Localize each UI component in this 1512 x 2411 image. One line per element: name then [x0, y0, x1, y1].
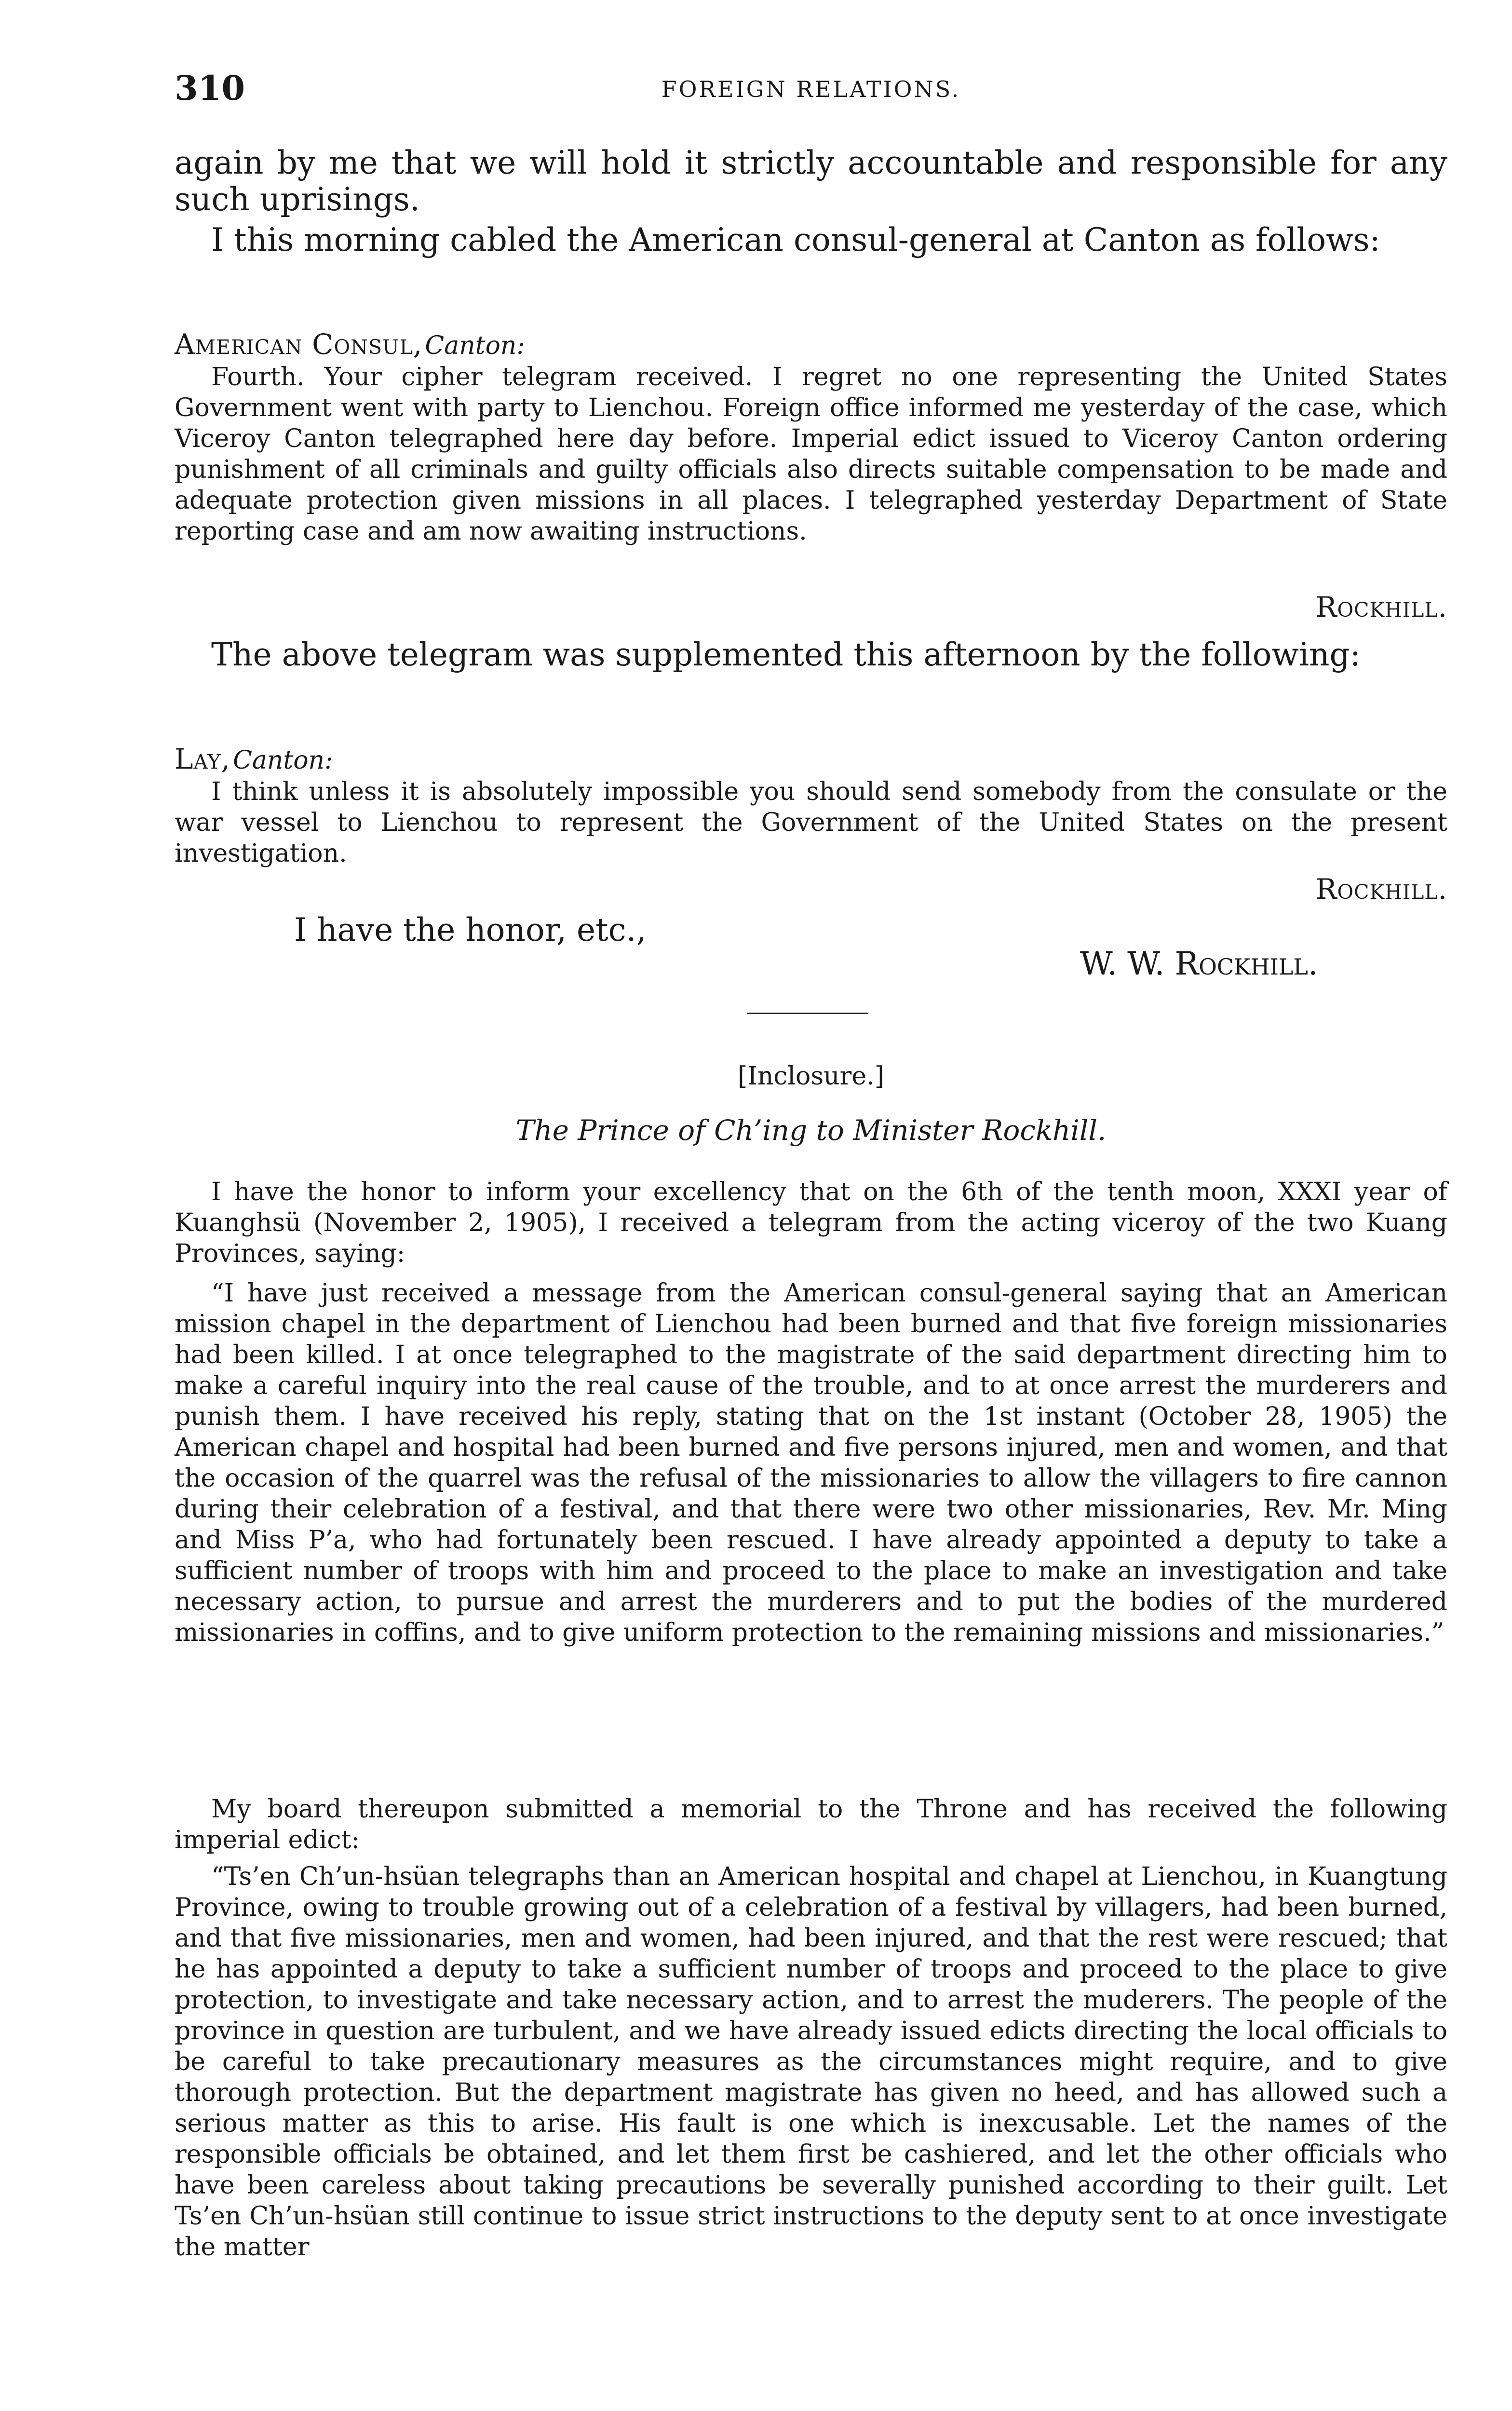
telegram-1-addressee: American Consul,	[175, 328, 423, 361]
inclosure-quote-2: “Ts’en Ch’un-hsüan telegraphs than an American hospital and chapel at Lienchou, in Kuangtung Province, owing to trouble growing out of a celebration of a festival by villagers, had been burned, and that five missionaries, men and women, had been injured, and that the rest were rescued; that he has appointed a deputy to take a sufficient number of troops and proceed to the place to give protection, to investigate and take necessary action, and to arrest the muderers. The people of the province in question are turbulent, and we have already issued edicts directing the local officials to be careful to take precautionary measures as the circumstances might require, and to give thorough protection. But the department magistrate has given no heed, and has allowed such a serious matter as this to arise. His fault is one which is inexcusable. Let the names of the responsible officials be obtained, and let them first be cashiered, and let the other officials who have been careless about taking precautions be severally punished according to their guilt. Let Ts’en Ch’un-hsüan still continue to issue strict instructions to the deputy sent to at once investigate the matter	[175, 1862, 1447, 2262]
inclosure-quote-1: “I have just received a message from the American consul-general saying that an American mission chapel in the department of Lienchou had been burned and that five foreign missionaries had been killed. I at once telegraphed to the magistrate of the said department directing him to make a careful inquiry into the real cause of the trouble, and to at once arrest the murderers and punish them. I have received his reply, stating that on the 1st instant (October 28, 1905) the American chapel and hospital had been burned and five persons injured, men and women, and that the occasion of the quarrel was the refusal of the missionaries to allow the villagers to fire cannon during their celebration of a festival, and that there were two other missionaries, Rev. Mr. Ming and Miss P’a, who had fortunately been rescued. I have already appointed a deputy to take a sufficient number of troops with him and proceed to the place to make an investigation and take necessary action, to pursue and arrest the murderers and to put the bodies of the murdered missionaries in coffins, and to give uniform protection to the remaining missions and missionaries.”	[175, 1279, 1447, 1647]
inclosure-paragraph-2: My board thereupon submitted a memorial to the Throne and has received the following imperial edict:	[175, 1795, 1447, 1855]
telegram-2-place: Canton:	[233, 746, 333, 775]
telegram-2-signature: Rockhill.	[1315, 873, 1447, 906]
telegram-1-address	[175, 328, 1447, 361]
telegram-2-addressee: Lay,	[175, 743, 230, 775]
letter-paragraph-3: The above telegram was supplemented this afternoon by the following:	[211, 636, 1361, 673]
inclosure-title: The Prince of Ch’ing to Minister Rockhill.	[515, 1114, 1107, 1147]
telegram-1-place: Canton:	[425, 331, 525, 360]
inclosure-label: [Inclosure.]	[737, 1062, 884, 1091]
section-divider	[747, 1013, 868, 1014]
page-number: 310	[175, 68, 245, 108]
inclosure-paragraph-1: I have the honor to inform your excellency that on the 6th of the tenth moon, XXXI year of Kuanghsü (November 2, 1905), I received a telegram from the acting viceroy of the two Kuang Provinces, saying:	[175, 1178, 1447, 1268]
letter-signature: W. W. Rockhill.	[1080, 945, 1318, 982]
running-title: FOREIGN RELATIONS.	[661, 76, 961, 102]
letter-paragraph-1: again by me that we will hold it strictly accountable and responsible for any such uprisings.	[175, 144, 1447, 218]
page-header	[175, 68, 1447, 115]
telegram-2-address	[175, 743, 1447, 776]
letter-closing: I have the honor, etc.,	[294, 911, 647, 948]
telegram-2-text: I think unless it is absolutely impossible you should send somebody from the consulate or the war vessel to Lienchou to represent the Government of the United States on the present investigation.	[175, 777, 1447, 868]
telegram-1-signature: Rockhill.	[1315, 591, 1447, 623]
telegram-1-text: Fourth. Your cipher telegram received. I regret no one representing the United States Government went with party to Lienchou. Foreign office informed me yesterday of the case, which Viceroy Canton telegraphed here day before. Imperial edict issued to Viceroy Canton ordering punishment of all criminals and guilty officials also directs suitable compensation to be made and adequate protection given missions in all places. I telegraphed yesterday Department of State reporting case and am now awaiting instructions.	[175, 363, 1447, 546]
letter-paragraph-2: I this morning cabled the American consul-general at Canton as follows:	[211, 221, 1380, 258]
